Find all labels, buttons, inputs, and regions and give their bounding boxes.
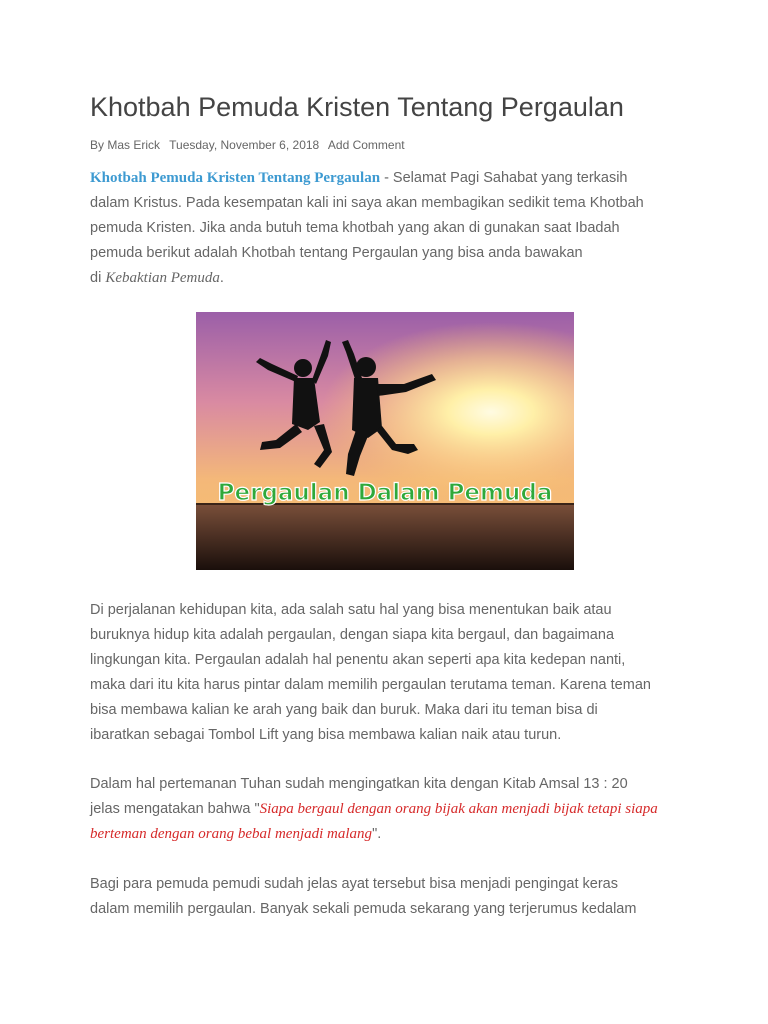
intro-line: pemuda berikut adalah Khotbah tentang Pergaulan yang bisa anda bawakan bbox=[90, 245, 583, 261]
body-line: lingkungan kita. Pergaulan adalah hal penentu akan seperti apa kita kedepan nanti, bbox=[90, 652, 626, 668]
body-line: dalam memilih pergaulan. Banyak sekali pemuda sekarang yang terjerumus kedalam bbox=[90, 901, 637, 917]
add-comment-link[interactable]: Add Comment bbox=[327, 138, 405, 152]
body-line: ibaratkan sebagai Tombol Lift yang bisa membawa kalian naik atau turun. bbox=[90, 727, 562, 743]
page-title: Khotbah Pemuda Kristen Tentang Pergaulan bbox=[90, 92, 624, 122]
body-text: jelas mengatakan bahwa " bbox=[90, 801, 260, 817]
intro-line: pemuda Kristen. Jika anda butuh tema khotbah yang akan di gunakan saat Ibadah bbox=[90, 220, 620, 236]
scripture-paragraph bbox=[90, 772, 690, 847]
body-line: Di perjalanan kehidupan kita, ada salah satu hal yang bisa menentukan baik atau bbox=[90, 602, 612, 618]
body-line: bisa membawa kalian ke arah yang baik dan buruk. Maka dari itu teman bisa di bbox=[90, 702, 598, 718]
post-date: Tuesday, November 6, 2018 bbox=[169, 138, 320, 152]
image-caption: Pergaulan Dalam Pemuda bbox=[217, 480, 553, 506]
body-text: ". bbox=[372, 826, 382, 842]
body-paragraph bbox=[90, 872, 690, 922]
scripture-quote: Siapa bergaul dengan orang bijak akan menjadi bijak tetapi siapa bbox=[259, 801, 658, 817]
scripture-quote: berteman dengan orang bebal menjadi malang bbox=[90, 826, 373, 842]
post-meta bbox=[90, 138, 405, 152]
body-line bbox=[90, 822, 690, 847]
body-line: buruknya hidup kita adalah pergaulan, dengan siapa kita bergaul, dan bagaimana bbox=[90, 627, 615, 643]
body-line: Bagi para pemuda pemudi sudah jelas ayat tersebut bisa menjadi pengingat keras bbox=[90, 876, 618, 892]
body-line: maka dari itu kita harus pintar dalam memilih pergaulan terutama teman. Karena teman bbox=[90, 677, 651, 693]
intro-text: - Selamat Pagi Sahabat yang terkasih bbox=[380, 170, 628, 186]
sunset-jump-illustration bbox=[196, 312, 574, 570]
intro-text: . bbox=[219, 270, 224, 286]
kebaktian-pemuda-link[interactable]: Kebaktian Pemuda bbox=[105, 270, 220, 286]
body-line: Dalam hal pertemanan Tuhan sudah mengingatkan kita dengan Kitab Amsal 13 : 20 bbox=[90, 776, 628, 792]
intro-line bbox=[90, 266, 690, 291]
article-image bbox=[196, 312, 574, 570]
body-line bbox=[90, 797, 690, 822]
article-title-link[interactable]: Khotbah Pemuda Kristen Tentang Pergaulan bbox=[90, 170, 381, 186]
body-paragraph bbox=[90, 598, 690, 748]
author-byline: By Mas Erick bbox=[90, 138, 161, 152]
intro-line: dalam Kristus. Pada kesempatan kali ini saya akan membagikan sedikit tema Khotbah bbox=[90, 195, 644, 211]
intro-text: di bbox=[90, 270, 106, 286]
intro-line bbox=[90, 166, 690, 191]
intro-paragraph bbox=[90, 166, 690, 291]
